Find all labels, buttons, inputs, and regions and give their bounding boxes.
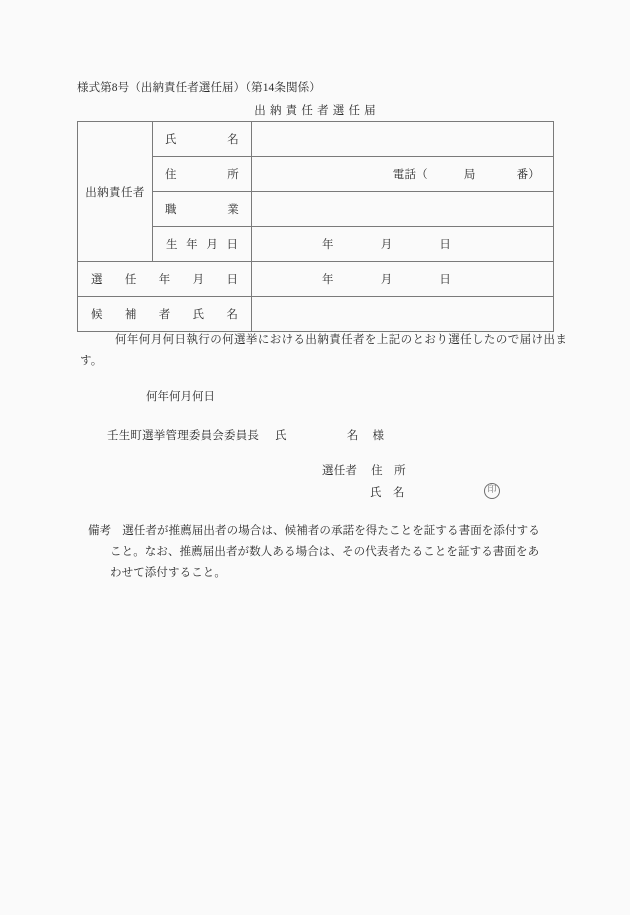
appointment-date-line[interactable] — [252, 271, 553, 287]
appointment-day: 日 — [439, 274, 452, 286]
telephone-field[interactable] — [252, 166, 553, 182]
document-date: 何年何月何日 — [146, 391, 215, 403]
input-cell-candidate-name[interactable] — [252, 297, 554, 332]
remarks-line-1 — [88, 521, 543, 542]
label-birthdate: 生 年 月 日 — [166, 239, 238, 251]
signer-role-label: 選任者 — [322, 465, 358, 477]
input-cell-birthdate[interactable] — [252, 227, 554, 262]
remarks-section — [88, 521, 543, 584]
label-appointment-date: 選 任 年 月 日 — [91, 274, 238, 286]
appointment-year: 年 — [322, 274, 334, 286]
input-cell-address[interactable] — [252, 157, 554, 192]
birthdate-day: 日 — [439, 239, 452, 251]
remarks-heading: 備考 — [88, 525, 112, 537]
seal-stamp-icon: 印 — [484, 483, 500, 499]
table-row-candidate-name — [78, 297, 554, 332]
signer-address-label: 住 所 — [371, 465, 406, 477]
signature-address-row — [322, 465, 406, 477]
document-title: 出納責任者選任届 — [254, 105, 380, 117]
label-cell-candidate-name — [78, 297, 252, 332]
accounting-manager-table — [77, 121, 554, 332]
telephone-suffix: 番） — [516, 169, 540, 181]
group-label-accounting-manager: 出納責任者 — [78, 122, 153, 262]
label-cell-address — [153, 157, 252, 192]
table-row-name — [78, 122, 554, 157]
label-cell-name — [153, 122, 252, 157]
birthdate-date-line[interactable] — [252, 236, 553, 252]
remarks-line-3: わせて添付すること。 — [110, 567, 226, 579]
addressee-organization: 壬生町選挙管理委員会委員長 — [107, 430, 260, 442]
signature-block — [322, 460, 497, 504]
telephone-mid: 局 — [463, 169, 476, 181]
addressee-name-label2: 名 — [346, 430, 359, 442]
input-cell-occupation[interactable] — [252, 192, 554, 227]
addressee-name-label: 氏 — [275, 430, 287, 442]
input-cell-name[interactable] — [252, 122, 554, 157]
input-cell-appointment-date[interactable] — [252, 262, 554, 297]
declaration-paragraph: 何年何月何日執行の何選挙における出納責任者を上記のとおり選任したので届け出ます。 — [80, 334, 567, 367]
signature-name-row — [322, 482, 497, 504]
birthdate-year: 年 — [322, 239, 334, 251]
label-occupation: 職 業 — [165, 204, 239, 216]
label-cell-occupation — [153, 192, 252, 227]
addressee-line — [107, 427, 384, 443]
label-address: 住 所 — [165, 169, 239, 181]
label-candidate-name: 候 補 者 氏 名 — [91, 309, 238, 321]
birthdate-month: 月 — [380, 239, 393, 251]
table-row-appointment-date — [78, 262, 554, 297]
label-cell-appointment-date — [78, 262, 252, 297]
signer-name-label: 氏 名 — [370, 487, 405, 499]
remarks-text-1: 選任者が推薦届出者の場合は、候補者の承諾を得たことを証する書面を添付する — [122, 525, 540, 537]
label-name: 氏 名 — [165, 134, 239, 146]
appointment-month: 月 — [380, 274, 393, 286]
addressee-honorific: 様 — [372, 430, 385, 442]
form-code-label: 様式第8号（出納責任者選任届）（第14条関係） — [77, 82, 321, 94]
telephone-prefix: 電話（ — [392, 169, 428, 181]
label-cell-birthdate — [153, 227, 252, 262]
remarks-line-2: こと。なお、推薦届出者が数人ある場合は、その代表者たることを証する書面をあ — [110, 546, 540, 558]
